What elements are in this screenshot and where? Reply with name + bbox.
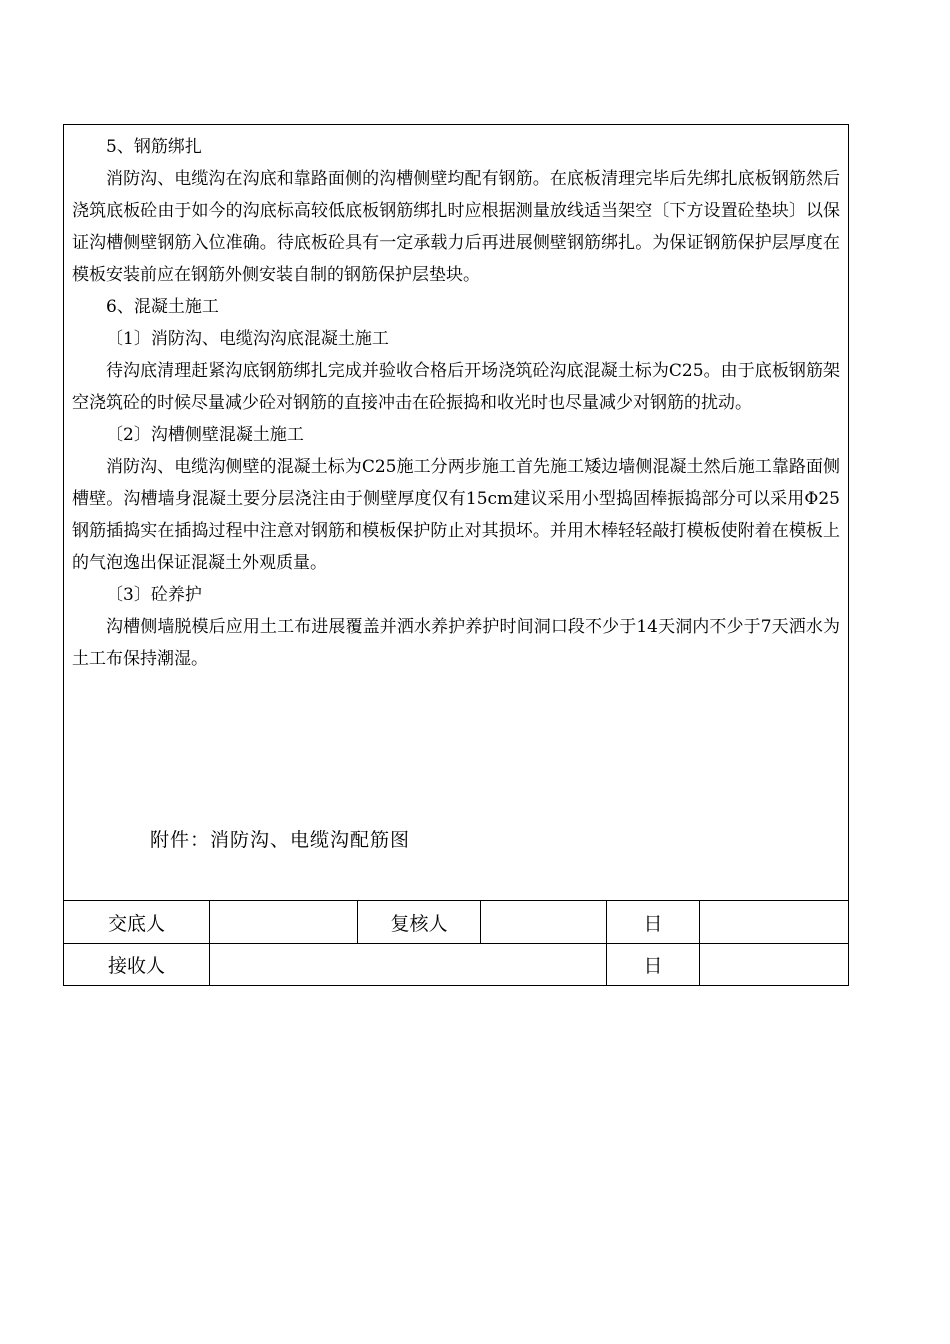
paragraph-curing: 沟槽侧墙脱模后应用土工布进展覆盖并洒水养护养护时间洞口段不少于14天洞内不少于7天洒水为土工布保持潮湿。 — [72, 617, 840, 669]
discloser-field[interactable] — [209, 901, 357, 943]
subheading-curing: 〔3〕砼养护 — [106, 585, 202, 605]
discloser-label: 交底人 — [107, 912, 165, 935]
date-field[interactable] — [699, 901, 848, 943]
subheading-side-wall: 〔2〕沟槽侧壁混凝土施工 — [106, 425, 304, 445]
paragraph-rebar: 消防沟、电缆沟在沟底和靠路面侧的沟槽侧壁均配有钢筋。在底板清理完毕后先绑扎底板钢筋然后浇筑底板砼由于如今的沟底标高较低底板钢筋绑扎时应根据测量放线适当架空〔下方设置砼垫块〕以保证沟槽侧壁钢筋入位准确。待底板砼具有一定承载力后再进展侧壁钢筋绑扎。为保证钢筋保护层厚度在模板安装前应在钢筋外侧安装自制的钢筋保护层垫块。 — [72, 169, 840, 285]
receiver-label: 接收人 — [107, 955, 165, 977]
paragraph-trench-bottom: 待沟底清理赶紧沟底钢筋绑扎完成并验收合格后开场浇筑砼沟底混凝土标为C25。由于底板钢筋架空浇筑砼的时候尽量减少砼对钢筋的直接冲击在砼振捣和收光时也尽量减少对钢筋的扰动。 — [72, 361, 840, 413]
signature-row-discloser — [64, 901, 848, 943]
reviewer-field[interactable] — [480, 901, 606, 943]
receiver-date-field[interactable] — [699, 944, 848, 985]
section-heading-concrete: 6、混凝土施工 — [106, 297, 219, 317]
disclosure-table — [63, 124, 849, 986]
paragraph-side-wall: 消防沟、电缆沟侧壁的混凝土标为C25施工分两步施工首先施工矮边墙侧混凝土然后施工靠路面侧槽壁。沟槽墙身混凝土要分层浇注由于侧壁厚度仅有15cm建议采用小型捣固棒振捣部分可以采用Φ25钢筋插捣实在插捣过程中注意对钢筋和模板保护防止对其损坏。并用木棒轻轻敲打模板使附着在模板上的气泡逸出保证混凝土外观质量。 — [72, 457, 840, 573]
receiver-date-label: 日 — [606, 944, 699, 985]
content-body — [72, 131, 840, 675]
signature-row-receiver — [64, 943, 848, 985]
subheading-trench-bottom: 〔1〕消防沟、电缆沟沟底混凝土施工 — [106, 329, 389, 349]
reviewer-label: 复核人 — [357, 901, 480, 943]
receiver-field[interactable] — [209, 944, 606, 985]
content-cell — [64, 125, 848, 901]
attachment-note: 附件：消防沟、电缆沟配筋图 — [150, 829, 411, 851]
section-heading-rebar: 5、钢筋绑扎 — [106, 137, 202, 157]
date-label: 日 — [606, 901, 699, 943]
